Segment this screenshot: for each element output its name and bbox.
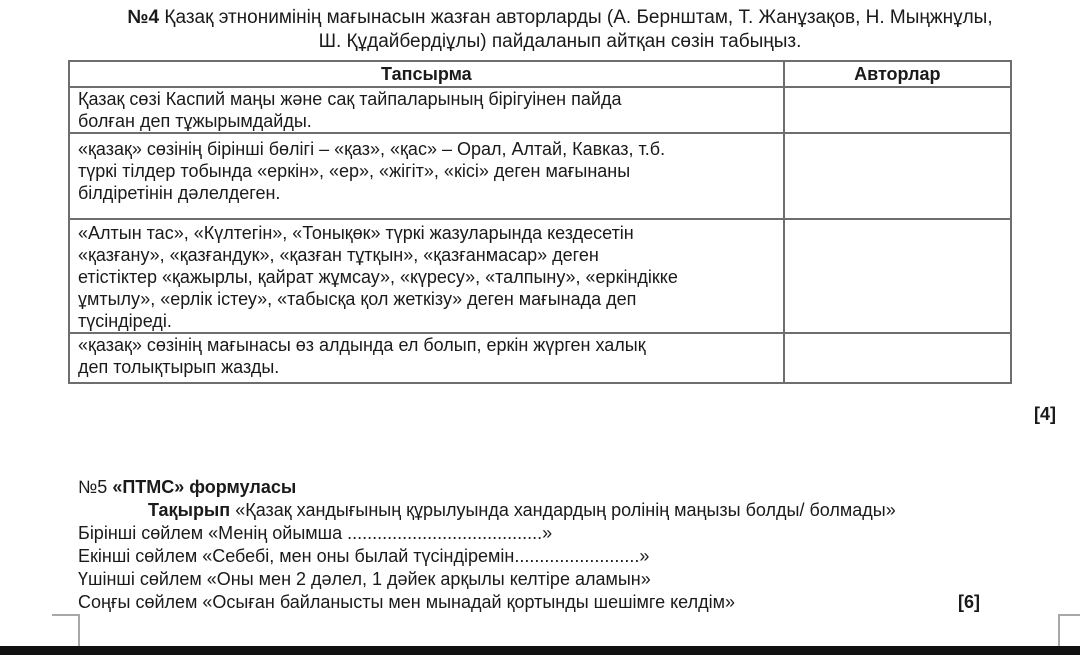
task5-score: [6] [958, 592, 980, 612]
task-line: «Алтын тас», «Күлтегін», «Тонықөк» түркі жазуларында кездесетін [78, 223, 634, 243]
table-row [69, 333, 1011, 383]
task-line: «қазақ» сөзінің бірінші бөлігі – «қаз», «қас» – Орал, Алтай, Кавказ, т.б. [78, 139, 666, 159]
sentence-line: Үшінші сөйлем «Оны мен 2 дәлел, 1 дәйек арқылы келтіре аламын» [78, 569, 651, 589]
table-row [69, 133, 1011, 219]
page-bottom-edge [0, 646, 1080, 655]
author-cell[interactable] [784, 133, 1011, 219]
task5-heading-text: «ПТМС» формуласы [112, 477, 297, 497]
task-line: Қазақ сөзі Каспий маңы және сақ тайпаларының бірігуінен пайда [78, 89, 622, 109]
task4-title-text: Қазақ этнонимінің мағынасын жазған авторларды (А. Бернштам, Т. Жанұзақов, Н. Мыңжнұлы, [164, 7, 993, 28]
task5-section [78, 476, 1068, 614]
task-line: түркі тілдер тобында «еркін», «ер», «жігіт», «кісі» деген мағынаны [78, 161, 631, 181]
task-line: етістіктер «қажырлы, қайрат жұмсау», «күресу», «талпыну», «еркіндікке [78, 267, 678, 287]
task4-title-line1 [60, 6, 1060, 30]
task-cell [69, 333, 784, 383]
task-line: түсіндіреді. [78, 311, 172, 331]
header-task: Тапсырма [69, 61, 784, 87]
sentence-line: Екінші сөйлем «Себебі, мен оны былай түсіндіремін.........................» [78, 546, 650, 566]
task4-table [68, 60, 1012, 384]
task4-title [60, 6, 1060, 54]
topic-label: Тақырып [148, 500, 231, 520]
task-line: «қазғану», «қазғандук», «қазған тұтқын», «қазғанмасар» деген [78, 245, 599, 265]
task-line: білдіретінін дәлелдеген. [78, 183, 281, 203]
task5-topic [78, 499, 1068, 522]
task4-number: №4 [127, 7, 160, 28]
task-line: ұмтылу», «ерлік істеу», «табысқа қол жеткізу» деген мағынада деп [78, 289, 637, 309]
task5-number: №5 [78, 477, 108, 497]
page-corner-mark-right [1058, 614, 1080, 646]
task-line: «қазақ» сөзінің мағынасы өз алдында ел болып, еркін жүрген халық [78, 335, 646, 355]
table-header-row [69, 61, 1011, 87]
author-cell[interactable] [784, 87, 1011, 133]
task-line: деп толықтырып жазды. [78, 357, 280, 377]
header-authors: Авторлар [784, 61, 1011, 87]
topic-text: «Қазақ хандығының құрылуында хандардың ролінің маңызы болды/ болмады» [235, 500, 896, 520]
table-row [69, 87, 1011, 133]
author-cell[interactable] [784, 333, 1011, 383]
task4-title-line2: Ш. Құдайбердіұлы) пайдаланып айтқан сөзін табыңыз. [318, 31, 802, 52]
task-line: болған деп тұжырымдайды. [78, 111, 312, 131]
task-cell [69, 219, 784, 333]
page-corner-mark-left [52, 614, 80, 646]
task-cell [69, 87, 784, 133]
sentence-line: Соңғы сөйлем «Осыған байланысты мен мынадай қортынды шешімге келдім» [78, 592, 735, 612]
sentence-line: Бірінші сөйлем «Менің ойымша .......................................» [78, 523, 553, 543]
task4-score: [4] [1034, 404, 1056, 424]
author-cell[interactable] [784, 219, 1011, 333]
task-cell [69, 133, 784, 219]
task5-heading [78, 476, 1068, 499]
table-row [69, 219, 1011, 333]
